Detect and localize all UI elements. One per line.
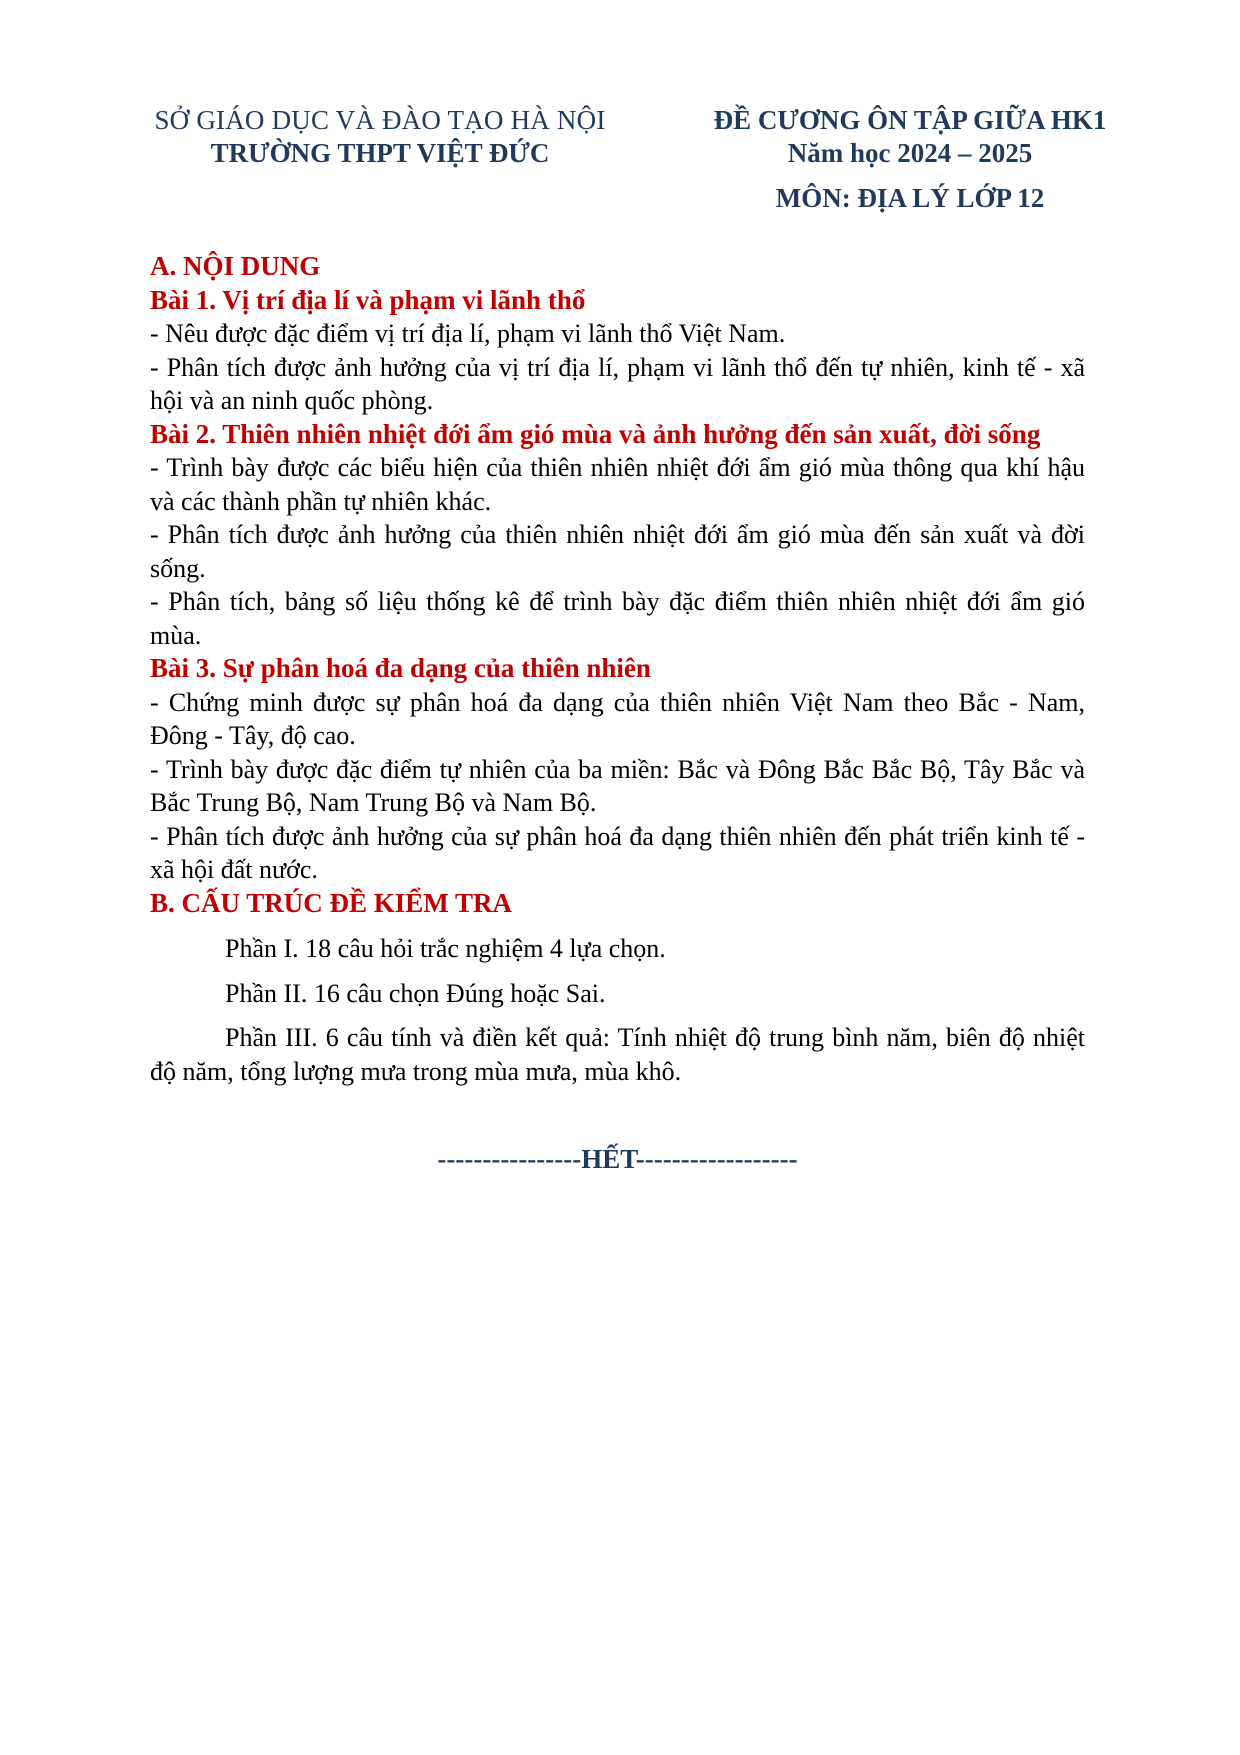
lesson-3-item: - Chứng minh được sự phân hoá đa dạng của thiên nhiên Việt Nam theo Bắc - Nam, Đông - Tây, độ cao. (150, 687, 1085, 750)
department-name: SỞ GIÁO DỤC VÀ ĐÀO TẠO HÀ NỘI (154, 105, 606, 135)
header-right (680, 104, 1140, 215)
lesson-2-title: Bài 2. Thiên nhiên nhiệt đới ẩm gió mùa và ảnh hưởng đến sản xuất, đời sống (150, 418, 1041, 449)
header-left (130, 104, 630, 170)
document-body (150, 250, 1085, 1099)
lesson-1-item: - Phân tích được ảnh hưởng của vị trí địa lí, phạm vi lãnh thổ đến tự nhiên, kinh tế - xã hội và an ninh quốc phòng. (150, 352, 1085, 415)
exam-part: Phần I. 18 câu hỏi trắc nghiệm 4 lựa chọn. (225, 934, 666, 963)
lesson-3-title: Bài 3. Sự phân hoá đa dạng của thiên nhiên (150, 653, 651, 683)
lesson-3-item: - Trình bày được đặc điểm tự nhiên của ba miền: Bắc và Đông Bắc Bắc Bộ, Tây Bắc và Bắc Trung Bộ, Nam Trung Bộ và Nam Bộ. (150, 754, 1085, 817)
school-year: Năm học 2024 – 2025 (787, 138, 1033, 168)
subject-line: MÔN: ĐỊA LÝ LỚP 12 (775, 183, 1045, 213)
lesson-1-item: - Nêu được đặc điểm vị trí địa lí, phạm vi lãnh thổ Việt Nam. (150, 319, 786, 348)
lesson-2-item: - Trình bày được các biểu hiện của thiên nhiên nhiệt đới ẩm gió mùa thông qua khí hậu và các thành phần tự nhiên khác. (150, 453, 1085, 516)
exam-part: Phần II. 16 câu chọn Đúng hoặc Sai. (225, 978, 606, 1008)
exam-part: Phần III. 6 câu tính và điền kết quả: Tính nhiệt độ trung bình năm, biên độ nhiệt độ năm, tổng lượng mưa trong mùa mưa, mùa khô. (150, 1023, 1085, 1086)
section-a-heading: A. NỘI DUNG (150, 251, 321, 281)
lesson-2-item: - Phân tích được ảnh hưởng của thiên nhiên nhiệt đới ẩm gió mùa đến sản xuất và đời sống. (150, 520, 1085, 583)
section-b-heading: B. CẤU TRÚC ĐỀ KIỂM TRA (150, 887, 513, 918)
exam-structure (150, 932, 1085, 1088)
lesson-3-item: - Phân tích được ảnh hưởng của sự phân hoá đa dạng thiên nhiên đến phát triển kinh tế - xã hội đất nước. (150, 821, 1085, 884)
document-title: ĐỀ CƯƠNG ÔN TẬP GIỮA HK1 (713, 105, 1107, 135)
end-marker: ----------------HẾT------------------ (437, 1144, 798, 1174)
lesson-1-title: Bài 1. Vị trí địa lí và phạm vi lãnh thổ (150, 284, 586, 315)
school-name: TRƯỜNG THPT VIỆT ĐỨC (210, 138, 550, 168)
lesson-2-item: - Phân tích, bảng số liệu thống kê để trình bày đặc điểm thiên nhiên nhiệt đới ẩm gió mùa. (150, 587, 1085, 650)
